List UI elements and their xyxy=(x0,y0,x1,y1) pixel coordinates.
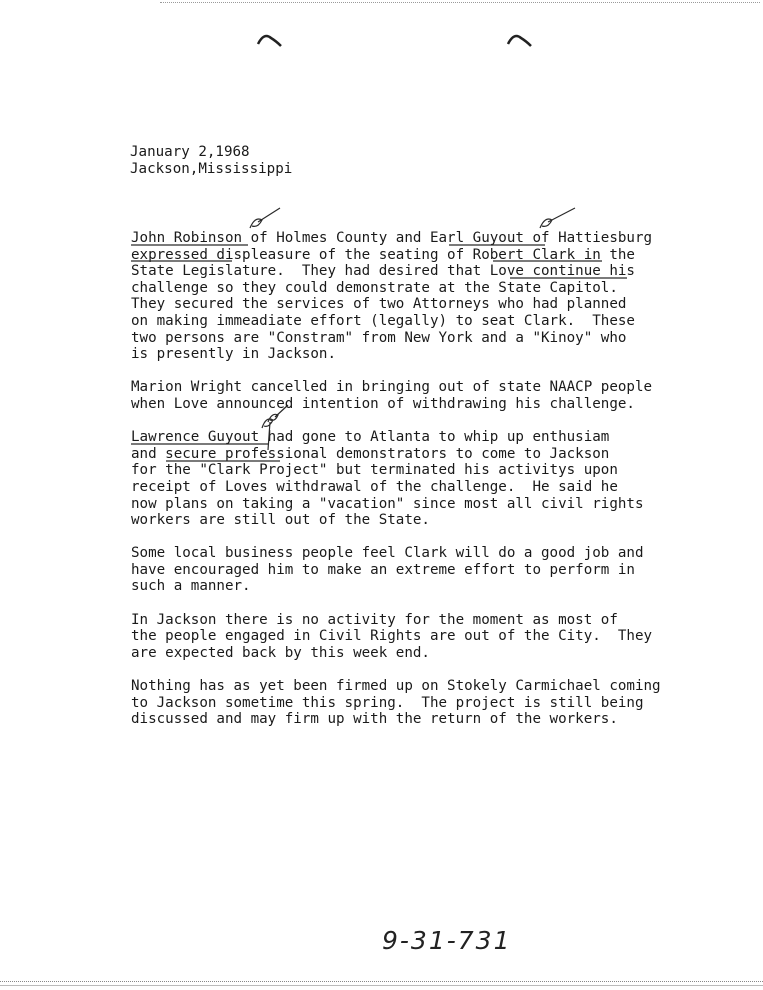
paragraph-3 xyxy=(131,429,731,529)
check-mark-icon xyxy=(250,208,280,228)
memo-date: January 2,1968 xyxy=(130,144,250,160)
memo-header xyxy=(130,144,292,178)
text-line: State Legislature. They had desired that Love continue his xyxy=(131,263,635,280)
text-line: John Robinson of Holmes County and Earl Guyout of Hattiesburg xyxy=(131,230,653,246)
punch-mark-right xyxy=(505,28,535,52)
paragraph-5 xyxy=(131,612,731,662)
text-line: challenge so they could demonstrate at the State Capitol. xyxy=(131,279,618,296)
text-line: such a manner. xyxy=(131,578,251,595)
check-mark-icon xyxy=(540,208,575,228)
text-line: is presently in Jackson. xyxy=(131,346,336,363)
text-line: receipt of Loves withdrawal of the challenge. He said he xyxy=(131,478,618,495)
text-line: expressed displeasure of the seating of Robert Clark in the xyxy=(131,246,635,263)
text-line: They secured the services of two Attorneys who had planned xyxy=(131,296,627,313)
paragraph-4 xyxy=(131,545,731,595)
text-line: have encouraged him to make an extreme effort to perform in xyxy=(131,561,635,578)
top-dotted-border xyxy=(160,2,760,3)
paragraph-6 xyxy=(131,678,731,728)
text-line: Lawrence Guyout had gone to Atlanta to whip up enthusiam xyxy=(131,429,610,446)
text-line: are expected back by this week end. xyxy=(131,644,430,661)
bottom-border xyxy=(0,981,763,986)
text-line: on making immeadiate effort (legally) to seat Clark. These xyxy=(131,312,635,329)
text-line: In Jackson there is no activity for the moment as most of xyxy=(131,611,618,628)
text-line: now plans on taking a "vacation" since most all civil rights xyxy=(131,495,644,512)
text-line: the people engaged in Civil Rights are out of the City. They xyxy=(131,628,653,645)
text-line: to Jackson sometime this spring. The project is still being xyxy=(131,694,644,711)
text-line: workers are still out of the State. xyxy=(131,512,430,529)
text-line: Some local business people feel Clark will do a good job and xyxy=(131,545,644,562)
text-line: discussed and may firm up with the return of the workers. xyxy=(131,711,618,728)
memo-place: Jackson,Mississippi xyxy=(130,161,293,177)
text-line: when Love announced intention of withdrawing his challenge. xyxy=(131,395,635,412)
file-number-handwritten: 9-31-731 xyxy=(382,926,512,955)
punch-mark-left xyxy=(255,28,285,52)
text-line: for the "Clark Project" but terminated his activitys upon xyxy=(131,462,618,479)
text-line: and secure professional demonstrators to come to Jackson xyxy=(131,445,610,462)
text-line: two persons are "Constram" from New York and a "Kinoy" who xyxy=(131,329,627,346)
memo-body xyxy=(131,230,731,744)
text-line: Nothing has as yet been firmed up on Stokely Carmichael coming xyxy=(131,678,661,695)
paragraph-2 xyxy=(131,379,731,412)
paragraph-1 xyxy=(131,230,731,363)
text-line: Marion Wright cancelled in bringing out of state NAACP people xyxy=(131,379,653,396)
